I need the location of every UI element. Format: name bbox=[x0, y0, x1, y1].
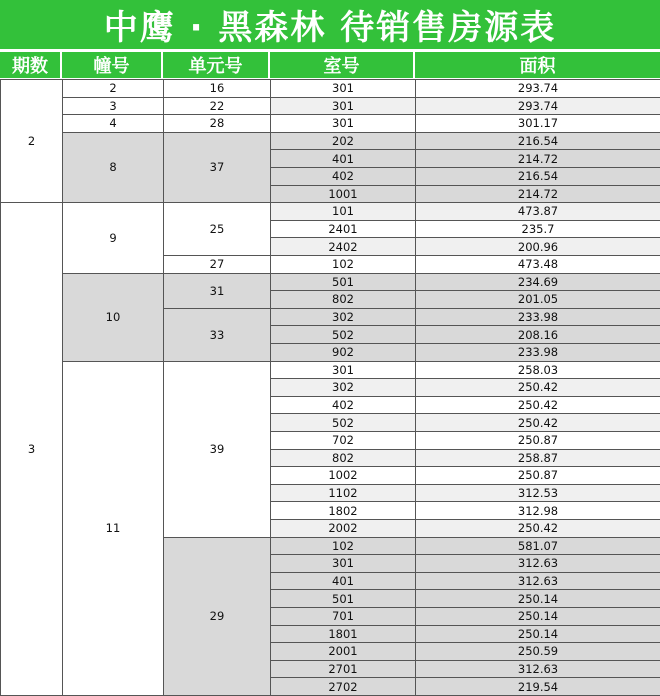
unit-cell: 27 bbox=[163, 255, 271, 274]
area-cell: 250.42 bbox=[415, 519, 660, 538]
room-cell: 302 bbox=[270, 378, 416, 397]
room-cell: 202 bbox=[270, 132, 416, 151]
area-cell: 250.42 bbox=[415, 396, 660, 415]
room-cell: 301 bbox=[270, 79, 416, 98]
room-cell: 2402 bbox=[270, 237, 416, 256]
area-cell: 234.69 bbox=[415, 273, 660, 292]
area-cell: 214.72 bbox=[415, 149, 660, 168]
area-cell: 581.07 bbox=[415, 537, 660, 556]
header-phase: 期数 bbox=[0, 52, 62, 78]
area-cell: 235.7 bbox=[415, 220, 660, 239]
building-cell: 2 bbox=[62, 79, 164, 98]
header-building: 幢号 bbox=[62, 52, 163, 78]
area-cell: 233.98 bbox=[415, 343, 660, 362]
room-cell: 101 bbox=[270, 202, 416, 221]
building-cell: 4 bbox=[62, 114, 164, 133]
room-cell: 502 bbox=[270, 325, 416, 344]
unit-cell: 25 bbox=[163, 202, 271, 256]
phase-cell: 2 bbox=[0, 79, 63, 203]
area-cell: 219.54 bbox=[415, 677, 660, 696]
area-cell: 473.48 bbox=[415, 255, 660, 274]
phase-cell: 3 bbox=[0, 202, 63, 696]
unit-cell: 31 bbox=[163, 273, 271, 309]
area-cell: 214.72 bbox=[415, 185, 660, 204]
header-area: 面积 bbox=[415, 52, 660, 78]
room-cell: 501 bbox=[270, 273, 416, 292]
room-cell: 1801 bbox=[270, 625, 416, 644]
building-cell: 11 bbox=[62, 361, 164, 696]
area-cell: 293.74 bbox=[415, 79, 660, 98]
area-cell: 250.87 bbox=[415, 466, 660, 485]
room-cell: 702 bbox=[270, 431, 416, 450]
room-cell: 301 bbox=[270, 114, 416, 133]
unit-cell: 39 bbox=[163, 361, 271, 538]
area-cell: 250.87 bbox=[415, 431, 660, 450]
unit-cell: 37 bbox=[163, 132, 271, 203]
area-cell: 216.54 bbox=[415, 132, 660, 151]
area-cell: 312.63 bbox=[415, 572, 660, 591]
area-cell: 312.63 bbox=[415, 554, 660, 573]
room-cell: 2702 bbox=[270, 677, 416, 696]
area-cell: 208.16 bbox=[415, 325, 660, 344]
room-cell: 1002 bbox=[270, 466, 416, 485]
room-cell: 1001 bbox=[270, 185, 416, 204]
area-cell: 258.03 bbox=[415, 361, 660, 380]
room-cell: 302 bbox=[270, 308, 416, 327]
area-cell: 301.17 bbox=[415, 114, 660, 133]
area-cell: 250.14 bbox=[415, 625, 660, 644]
area-cell: 250.14 bbox=[415, 607, 660, 626]
room-cell: 501 bbox=[270, 589, 416, 608]
room-cell: 802 bbox=[270, 449, 416, 468]
room-cell: 2701 bbox=[270, 660, 416, 679]
room-cell: 301 bbox=[270, 361, 416, 380]
room-cell: 502 bbox=[270, 413, 416, 432]
area-cell: 312.63 bbox=[415, 660, 660, 679]
area-cell: 293.74 bbox=[415, 97, 660, 116]
building-cell: 8 bbox=[62, 132, 164, 203]
area-cell: 201.05 bbox=[415, 290, 660, 309]
room-cell: 1102 bbox=[270, 484, 416, 503]
table-title: 中鹰 · 黑森林 待销售房源表 bbox=[0, 0, 660, 50]
unit-cell: 33 bbox=[163, 308, 271, 362]
area-cell: 233.98 bbox=[415, 308, 660, 327]
room-cell: 402 bbox=[270, 396, 416, 415]
area-cell: 312.53 bbox=[415, 484, 660, 503]
building-cell: 3 bbox=[62, 97, 164, 116]
room-cell: 2401 bbox=[270, 220, 416, 239]
room-cell: 402 bbox=[270, 167, 416, 186]
area-cell: 250.14 bbox=[415, 589, 660, 608]
unit-cell: 29 bbox=[163, 537, 271, 696]
building-cell: 9 bbox=[62, 202, 164, 273]
unit-cell: 28 bbox=[163, 114, 271, 133]
area-cell: 312.98 bbox=[415, 501, 660, 520]
room-cell: 1802 bbox=[270, 501, 416, 520]
room-cell: 2001 bbox=[270, 642, 416, 661]
room-cell: 902 bbox=[270, 343, 416, 362]
area-cell: 200.96 bbox=[415, 237, 660, 256]
unit-cell: 22 bbox=[163, 97, 271, 116]
area-cell: 216.54 bbox=[415, 167, 660, 186]
room-cell: 102 bbox=[270, 255, 416, 274]
area-cell: 250.42 bbox=[415, 413, 660, 432]
room-cell: 701 bbox=[270, 607, 416, 626]
room-cell: 802 bbox=[270, 290, 416, 309]
building-cell: 10 bbox=[62, 273, 164, 362]
room-cell: 301 bbox=[270, 554, 416, 573]
area-cell: 258.87 bbox=[415, 449, 660, 468]
area-cell: 250.42 bbox=[415, 378, 660, 397]
area-cell: 250.59 bbox=[415, 642, 660, 661]
room-cell: 401 bbox=[270, 572, 416, 591]
room-cell: 102 bbox=[270, 537, 416, 556]
room-cell: 2002 bbox=[270, 519, 416, 538]
room-cell: 301 bbox=[270, 97, 416, 116]
room-cell: 401 bbox=[270, 149, 416, 168]
header-unit: 单元号 bbox=[163, 52, 270, 78]
header-room: 室号 bbox=[270, 52, 415, 78]
area-cell: 473.87 bbox=[415, 202, 660, 221]
unit-cell: 16 bbox=[163, 79, 271, 98]
